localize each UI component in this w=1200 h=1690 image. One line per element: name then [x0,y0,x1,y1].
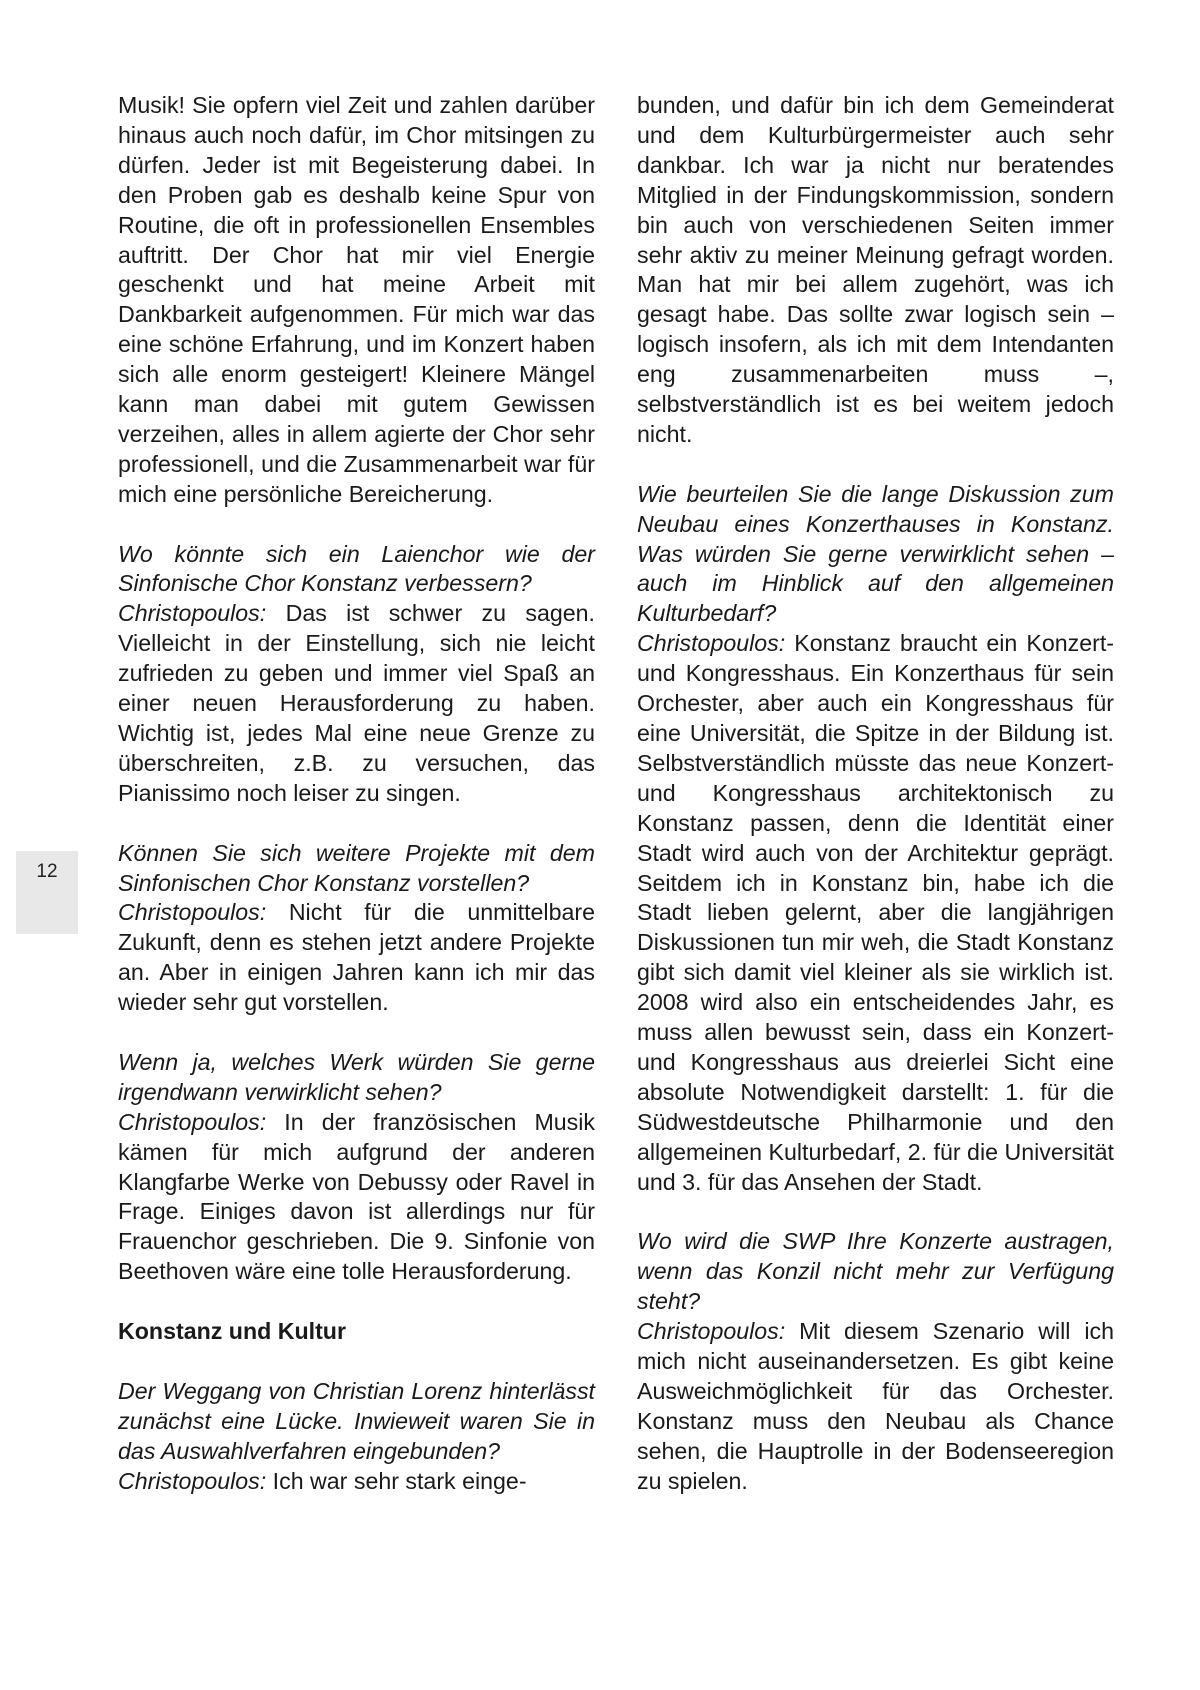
speaker-name: Christopoulos: [637,630,795,657]
answer-text: In der französischen Musik kämen für mich aufgrund der anderen Klangfarbe Werke von Debussy oder Ravel in Frage. Einiges davon ist allerdings nur für Frauenchor geschrieben. Die 9. Sinfonie von Beethoven wäre eine tolle Herausforderung. [118,1108,595,1285]
answer-text: Mit diesem Szenario will ich mich nicht auseinandersetzen. Es gibt keine Ausweichmöglichkeit für das Orchester. Konstanz muss den Neubau als Chance sehen, die Hauptrolle in der Bodenseeregion zu spielen. [637,1318,1114,1494]
interview-block [637,480,1114,1198]
page-number: 12 [36,861,58,882]
answer-text: Das ist schwer zu sagen. Vielleicht in der Einstellung, sich nie leicht zufrieden zu geben und immer viel Spaß an einer neuen Herausforderung zu haben. Wichtig ist, jedes Mal eine neue Grenze zu überschreiten, z.B. zu versuchen, das Pianissimo noch leiser zu singen. [118,600,595,806]
answer-text: Nicht für die unmittelbare Zukunft, denn es stehen jetzt andere Projekte an. Aber in einigen Jahren kann ich mir das wieder sehr gut vorstellen. [118,899,595,1016]
answer-text: Ich war sehr stark einge- [272,1467,527,1494]
question-text: Der Weggang von Christian Lorenz hinterlässt zunächst eine Lücke. Inwieweit waren Sie in das Auswahlverfahren eingebunden? [118,1377,595,1464]
page-number-tab [16,851,78,934]
speaker-name: Christopoulos: [637,1318,800,1345]
section-heading: Konstanz und Kultur [118,1318,346,1345]
question-text: Können Sie sich weitere Projekte mit dem Sinfonischen Chor Konstanz vorstellen? [118,839,595,896]
speaker-name: Christopoulos: [118,1467,273,1494]
left-column [118,91,595,1497]
answer-paragraph: bunden, und dafür bin ich dem Gemeinderat und dem Kulturbürgermeister auch sehr dankbar. Ich war ja nicht nur beratendes Mitglied in der Findungskommission, sondern bin auch von verschiedenen Seiten immer sehr aktiv zu meiner Meinung gefragt worden. Man hat mir bei allem zugehört, was ich gesagt habe. Das sollte zwar logisch sein – logisch insofern, als ich mit dem Intendanten eng zusammenarbeiten muss –, selbstverständlich ist es bei weitem jedoch nicht. [637,92,1114,447]
interview-block [637,1227,1114,1496]
speaker-name: Christopoulos: [118,899,289,926]
answer-text: Konstanz braucht ein Konzert- und Kongresshaus. Ein Konzerthaus für sein Orchester, aber auch ein Kongresshaus für eine Universität, die Spitze in der Bildung ist. Selbstverständlich müsste das neue Konzert- und Kongresshaus architektonisch zu Konstanz passen, denn die Identität einer Stadt wird auch von der Architektur geprägt. Seitdem ich in Konstanz bin, habe ich die Stadt lieben gelernt, aber die langjährigen Diskussionen tun mir weh, die Stadt Konstanz gibt sich damit viel kleiner als sie wirklich ist. 2008 wird also ein entscheidendes Jahr, es muss allen bewusst sein, dass ein Konzert- und Kongresshaus aus dreierlei Sicht eine absolute Notwendigkeit darstellt: 1. für die Südwestdeutsche Philharmonie und den allgemeinen Kulturbedarf, 2. für die Universität und 3. für das Ansehen der Stadt. [637,630,1114,1195]
question-text: Wie beurteilen Sie die lange Diskussion zum Neubau eines Konzerthauses in Konstanz. Was würden Sie gerne verwirklicht sehen – auch im Hinblick auf den allgemeinen Kulturbedarf? [637,480,1114,627]
question-text: Wo könnte sich ein Laienchor wie der Sinfonische Chor Konstanz verbessern? [118,540,595,597]
interview-block [118,839,595,1018]
interview-block [118,1377,595,1497]
question-text: Wenn ja, welches Werk würden Sie gerne irgendwann verwirklicht sehen? [118,1048,595,1105]
right-column [637,91,1114,1497]
answer-paragraph: Musik! Sie opfern viel Zeit und zahlen darüber hinaus auch noch dafür, im Chor mitsingen zu dürfen. Jeder ist mit Begeisterung dabei. In den Proben gab es deshalb keine Spur von Routine, die oft in professionellen Ensembles auftritt. Der Chor hat mir viel Energie geschenkt und hat meine Arbeit mit Dankbarkeit aufgenommen. Für mich war das eine schöne Erfahrung, und im Konzert haben sich alle enorm gesteigert! Kleinere Mängel kann man dabei mit gutem Gewissen verzeihen, alles in allem agierte der Chor sehr professionell, und die Zusammenarbeit war für mich eine persönliche Bereicherung. [118,92,595,507]
question-text: Wo wird die SWP Ihre Konzerte austragen, wenn das Konzil nicht mehr zur Verfügung steht? [637,1228,1114,1315]
interview-block [118,540,595,809]
interview-block [118,1048,595,1287]
speaker-name: Christopoulos: [118,1108,285,1135]
speaker-name: Christopoulos: [118,600,286,627]
